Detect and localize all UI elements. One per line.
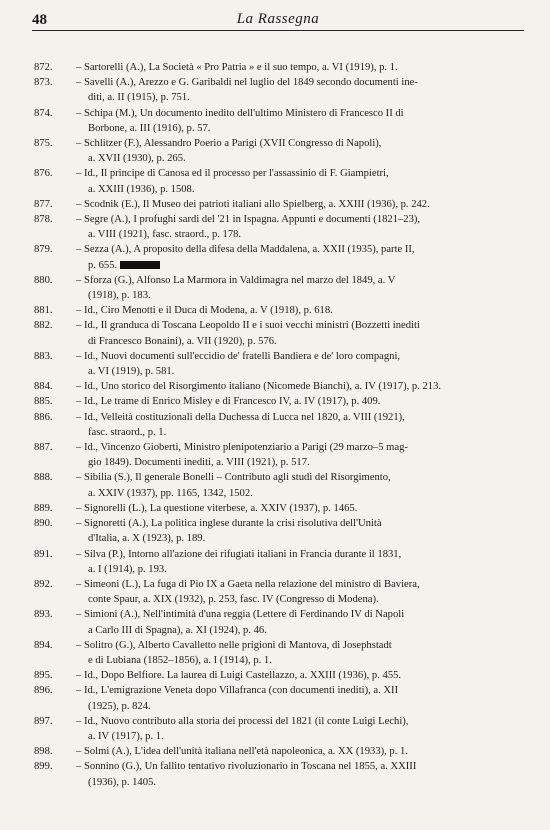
entry-text: – Id., Il granduca di Toscana Leopoldo II e i suoi vecchi ministri (Bozzetti inediti bbox=[76, 320, 420, 332]
entry-number: 872. bbox=[34, 62, 53, 73]
entry-text-continued: (1936), p. 1405. bbox=[88, 776, 156, 788]
entry-text: – Savelli (A.), Arezzo e G. Garibaldi nel luglio del 1849 secondo documenti ine- bbox=[76, 77, 418, 89]
bibliography-entry bbox=[0, 394, 550, 409]
entry-text: – Id., Il principe di Canosa ed il processo per l'assassinio di F. Giampietri, bbox=[76, 168, 389, 180]
bibliography-entry bbox=[0, 440, 550, 470]
entry-text: – Sibilia (S.), Il generale Bonelli – Contributo agli studi del Risorgimento, bbox=[76, 472, 391, 484]
entry-number: 884. bbox=[34, 381, 53, 393]
entry-text: – Id., Nuovo contributo alla storia dei processi del 1821 (il conte Luigi Lechi), bbox=[76, 715, 409, 727]
entry-text-continued: a. VI (1919), p. 581. bbox=[88, 366, 175, 378]
entry-text-continued: a. XXIII (1936), p. 1508. bbox=[88, 183, 195, 195]
entry-number: 891. bbox=[34, 548, 53, 560]
entry-text-continued: diti, a. II (1915), p. 751. bbox=[88, 92, 190, 104]
entry-number: 882. bbox=[34, 320, 53, 332]
entry-text: – Schipa (M.), Un documento inedito dell'ultimo Ministero di Francesco II di bbox=[76, 107, 404, 119]
bibliography-entry bbox=[0, 197, 550, 212]
bibliography-entry bbox=[0, 759, 550, 789]
entry-number: 899. bbox=[34, 761, 53, 773]
entry-text: – Solitro (G.), Alberto Cavalletto nelle prigioni di Mantova, di Josephstadt bbox=[76, 639, 392, 651]
entry-number: 874. bbox=[34, 107, 53, 119]
entry-text-continued bbox=[88, 258, 526, 273]
bibliography-entry bbox=[0, 136, 550, 166]
entry-number: 876. bbox=[34, 168, 53, 180]
bibliography-entry bbox=[0, 349, 550, 379]
entry-text: – Solmi (A.), L'idea dell'unità italiana nell'età napoleonica, a. XX (1933), p. 1. bbox=[76, 746, 408, 758]
entry-text: – Sezza (A.), A proposito della difesa della Maddalena, a. XXII (1935), parte II, bbox=[76, 244, 415, 256]
bibliography-entry bbox=[0, 60, 550, 75]
bibliography-entry bbox=[0, 714, 550, 744]
entry-text: – Schlitzer (F.), Alessandro Poerio a Parigi (XVII Congresso di Napoli), bbox=[76, 138, 382, 150]
entry-text-continued: conte Spaur, a. XIX (1932), p. 253, fasc. IV (Congresso di Modena). bbox=[88, 594, 379, 606]
entry-text: – Segre (A.), I profughi sardi del '21 in Ispagna. Appunti e documenti (1821–23), bbox=[76, 214, 421, 226]
entry-number: 895. bbox=[34, 670, 53, 682]
entry-text-continued-value: p. 655. bbox=[88, 259, 118, 271]
running-title: La Rassegna bbox=[236, 11, 320, 27]
entry-text-continued: (1925), p. 824. bbox=[88, 700, 151, 712]
entry-number: 892. bbox=[34, 578, 53, 590]
bibliography-entry bbox=[0, 379, 550, 394]
entry-number: 897. bbox=[34, 715, 53, 727]
entry-number: 875. bbox=[34, 138, 53, 150]
bibliography-entry bbox=[0, 638, 550, 668]
entry-text-continued: d'Italia, a. X (1923), p. 189. bbox=[88, 533, 206, 545]
entry-number: 896. bbox=[34, 685, 53, 697]
entry-text: – Id., Vincenzo Gioberti, Ministro plenipotenziario a Parigi (29 marzo–5 mag- bbox=[76, 442, 408, 454]
entry-text: – Simeoni (L.), La fuga di Pio IX a Gaeta nella relazione del ministro di Baviera, bbox=[76, 578, 420, 590]
bibliography-entry bbox=[0, 273, 550, 303]
entry-text-continued: e di Lubiana (1852–1856), a. I (1914), p. 1. bbox=[88, 654, 272, 666]
bibliography-entry bbox=[0, 577, 550, 607]
entry-text: – Id., L'emigrazione Veneta dopo Villafranca (con documenti inediti), a. XII bbox=[76, 685, 399, 697]
bibliography-entry bbox=[0, 668, 550, 683]
redaction-mark bbox=[120, 261, 160, 269]
entry-number: 881. bbox=[34, 305, 53, 317]
entry-number: 885. bbox=[34, 396, 53, 408]
entry-text-continued: gio 1849). Documenti inediti, a. VIII (1921), p. 517. bbox=[88, 457, 310, 469]
entry-number: 889. bbox=[34, 502, 53, 514]
entry-number: 888. bbox=[34, 472, 53, 484]
bibliography-entry bbox=[0, 501, 550, 516]
entry-text-continued: (1918), p. 183. bbox=[88, 290, 151, 302]
entry-number: 893. bbox=[34, 609, 53, 621]
bibliography-entry bbox=[0, 683, 550, 713]
entry-text: – Id., Le trame di Enrico Misley e di Francesco IV, a. IV (1917), p. 409. bbox=[76, 396, 381, 408]
entry-text: – Signorelli (L.), La questione viterbese, a. XXIV (1937), p. 1465. bbox=[76, 502, 358, 514]
bibliography-entry bbox=[0, 410, 550, 440]
bibliography-list bbox=[0, 60, 550, 790]
page-number: 48 bbox=[32, 12, 47, 28]
page-header bbox=[32, 8, 524, 31]
entry-text-continued: a. XVII (1930), p. 265. bbox=[88, 153, 186, 165]
bibliography-entry bbox=[0, 303, 550, 318]
entry-text: – Sartorelli (A.), La Società « Pro Patria » e il suo tempo, a. VI (1919), p. 1. bbox=[76, 62, 398, 73]
entry-text: – Signoretti (A.), La politica inglese durante la crisi risolutiva dell'Unità bbox=[76, 518, 382, 530]
bibliography-entry bbox=[0, 318, 550, 348]
bibliography-entry bbox=[0, 744, 550, 759]
bibliography-entry bbox=[0, 212, 550, 242]
entry-text: – Id., Velleità costituzionali della Duchessa di Lucca nel 1820, a. VIII (1921), bbox=[76, 411, 405, 423]
entry-text: – Id., Uno storico del Risorgimento italiano (Nicomede Bianchi), a. IV (1917), p. 213. bbox=[76, 381, 442, 393]
entry-text-continued: di Francesco Bonaini), a. VII (1920), p. 576. bbox=[88, 335, 277, 347]
entry-text: – Silva (P.), Intorno all'azione dei rifugiati italiani in Francia durante il 1831, bbox=[76, 548, 402, 560]
entry-text: – Simioni (A.), Nell'intimità d'una reggia (Lettere di Ferdinando IV di Napoli bbox=[76, 609, 405, 621]
entry-text-continued: a Carlo III di Spagna), a. XI (1924), p. 46. bbox=[88, 624, 267, 636]
entry-text-continued: a. XXIV (1937), pp. 1165, 1342, 1502. bbox=[88, 487, 253, 499]
entry-text: – Scodnik (E.), Il Museo dei patrioti italiani allo Spielberg, a. XXIII (1936), p. 242. bbox=[76, 198, 430, 210]
entry-number: 894. bbox=[34, 639, 53, 651]
entry-text: – Id., Ciro Menotti e il Duca di Modena, a. V (1918), p. 618. bbox=[76, 305, 333, 317]
bibliography-entry bbox=[0, 166, 550, 196]
bibliography-entry bbox=[0, 607, 550, 637]
entry-number: 887. bbox=[34, 442, 53, 454]
entry-text-continued: a. I (1914), p. 193. bbox=[88, 563, 167, 575]
entry-number: 878. bbox=[34, 214, 53, 226]
bibliography-entry bbox=[0, 75, 550, 105]
entry-number: 886. bbox=[34, 411, 53, 423]
bibliography-entry bbox=[0, 516, 550, 546]
bibliography-entry bbox=[0, 106, 550, 136]
entry-text-continued: a. IV (1917), p. 1. bbox=[88, 730, 164, 742]
entry-number: 879. bbox=[34, 244, 53, 256]
entry-number: 873. bbox=[34, 77, 53, 89]
entry-number: 880. bbox=[34, 274, 53, 286]
entry-text: – Sonnino (G.), Un fallito tentativo rivoluzionario in Toscana nel 1855, a. XXIII bbox=[76, 761, 417, 773]
bibliography-entry bbox=[0, 470, 550, 500]
entry-number: 898. bbox=[34, 746, 53, 758]
entry-text: – Id., Nuovi documenti sull'eccidio de' fratelli Bandiera e de' loro compagni, bbox=[76, 350, 401, 362]
entry-text: – Id., Dopo Belfiore. La laurea di Luigi Castellazzo, a. XXIII (1936), p. 455. bbox=[76, 670, 402, 682]
entry-number: 883. bbox=[34, 350, 53, 362]
entry-text-continued: a. VIII (1921), fasc. straord., p. 178. bbox=[88, 229, 242, 241]
bibliography-entry bbox=[0, 242, 550, 272]
entry-number: 877. bbox=[34, 198, 53, 210]
entry-number: 890. bbox=[34, 518, 53, 530]
entry-text: – Sforza (G.), Alfonso La Marmora in Valdimagra nel marzo del 1849, a. V bbox=[76, 274, 396, 286]
entry-text-continued: Borbone, a. III (1916), p. 57. bbox=[88, 122, 211, 134]
entry-text-continued: fasc. straord., p. 1. bbox=[88, 426, 167, 438]
bibliography-entry bbox=[0, 547, 550, 577]
